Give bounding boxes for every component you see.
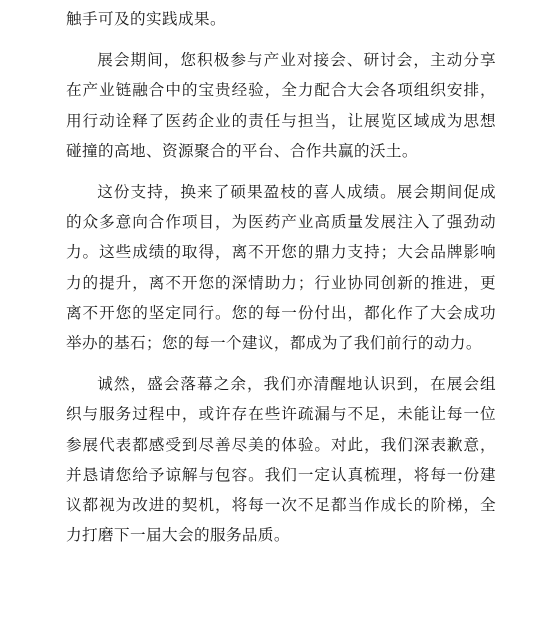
paragraph-apology: 诚然，盛会落幕之余，我们亦清醒地认识到，在展会组织与服务过程中，或许存在些许疏漏与不足，未能让每一位参展代表都感受到尽善尽美的体验。对此，我们深表歉意，并恳请您给予谅解与包容。我们一定认真梳理，将每一份建议都视为改进的契机，将每一次不足都当作成长的阶梯，全力打磨下一届大会的服务品质。: [66, 375, 496, 545]
paragraph-achievements: 这份支持，换来了硕果盈枝的喜人成绩。展会期间促成的众多意向合作项目，为医药产业高质量发展注入了强劲动力。这些成绩的取得，离不开您的鼎力支持；大会品牌影响力的提升，离不开您的深情助力；行业协同创新的推进，更离不开您的坚定同行。您的每一份付出，都化作了大会成功举办的基石；您的每一个建议，都成为了我们前行的动力。: [66, 183, 496, 353]
paragraph-exhibition-participation: 展会期间，您积极参与产业对接会、研讨会，主动分享在产业链融合中的宝贵经验，全力配合大会各项组织安排，用行动诠释了医药企业的责任与担当，让展览区域成为思想碰撞的高地、资源聚合的平台、合作共赢的沃土。: [66, 51, 496, 160]
paragraph-continuation: 触手可及的实践成果。: [66, 10, 226, 28]
letter-body: [66, 0, 496, 550]
